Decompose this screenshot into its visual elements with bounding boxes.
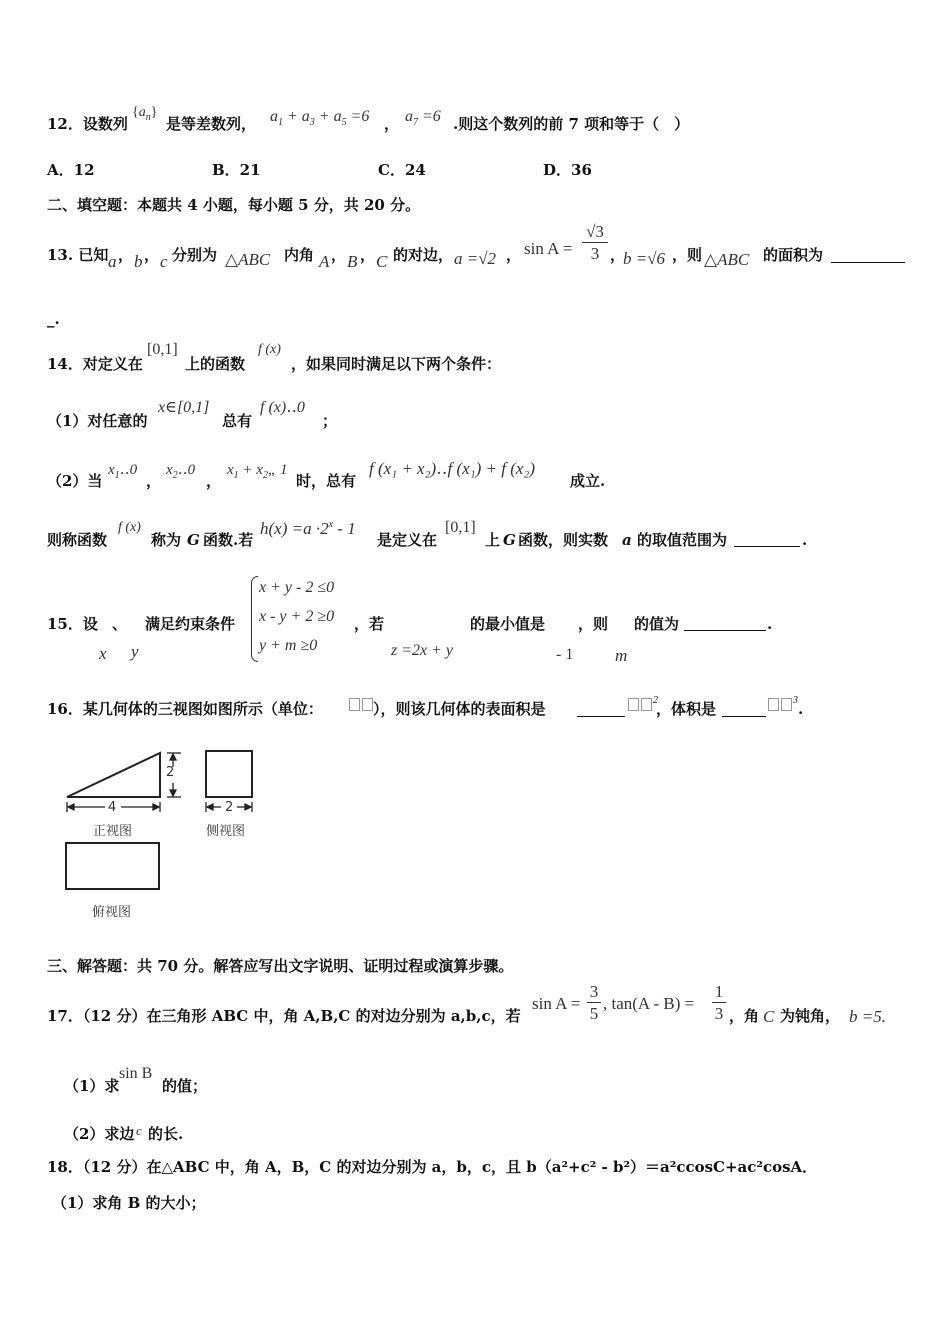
q14-final-text: 函数，则实数 xyxy=(518,531,609,549)
q13-continuation: _. xyxy=(47,310,60,328)
q17-part1-text: 的值； xyxy=(162,1077,208,1095)
q16-text: ），则该几何体的表面积是 xyxy=(373,700,546,718)
q12-comma: ， xyxy=(384,115,400,133)
q16-area-unit: 2 xyxy=(627,694,658,713)
q17-part2-label: （2）求边 xyxy=(64,1125,135,1143)
dim-height-label: 2 xyxy=(166,765,175,780)
q16-volume-blank[interactable] xyxy=(722,716,766,717)
side-view-label: 侧视图 xyxy=(206,824,246,839)
top-view-label: 俯视图 xyxy=(92,905,132,920)
q14-final-a: a xyxy=(622,531,632,549)
q14-text: 上的函数 xyxy=(185,355,246,373)
top-view xyxy=(66,843,159,889)
q15-constraint-1: x + y - 2 ≤0 xyxy=(259,579,335,596)
q16-area-blank[interactable] xyxy=(577,716,625,717)
q14-final-text: . xyxy=(802,531,808,549)
q15-constraint-2: x - y + 2 ≥0 xyxy=(259,608,335,625)
q14-text: ，如果同时满足以下两个条件： xyxy=(291,355,502,373)
q15-sep: 、 xyxy=(112,615,128,633)
q13-text: 的面积为 xyxy=(763,246,824,264)
q18-text: 18．（12 分）在△ABC 中，角 A，B，C 的对边分别为 a，b，c，且 b（a²+c² - b²）＝a²ccosC+ac²cosA． xyxy=(47,1158,818,1176)
dim-width-label: 4 xyxy=(108,800,117,815)
q13-number: 13. 已知 xyxy=(47,246,109,264)
q14-interval: [0,1] xyxy=(147,341,178,358)
q13-b-value: b =√6 xyxy=(623,249,666,268)
q17-part1-label: （1）求 xyxy=(64,1077,120,1095)
section-2-heading: 二、填空题：本题共 4 小题，每小题 5 分，共 20 分。 xyxy=(47,196,421,214)
q15-var-m: m xyxy=(615,646,628,665)
q12-option-b: B．21 xyxy=(212,161,261,179)
q12-condition-1: $a_1 + a_3 + a_5 =6$ xyxy=(270,108,370,128)
q14-answer-blank[interactable] xyxy=(734,546,800,547)
section-3-heading: 三、解答题：共 70 分。解答应写出文字说明、证明过程或演算步骤。 xyxy=(47,957,514,975)
q14-cond2-sum: $x_1$ + $x_2„$ 1 xyxy=(227,462,288,481)
q13-triangle: △ABC xyxy=(225,250,271,269)
q17-fraction-1: 3 5 xyxy=(587,983,601,1022)
q16-text: . xyxy=(798,700,804,718)
q15-text: 的最小值是 xyxy=(470,615,546,633)
q13-var-a: a xyxy=(108,252,117,271)
q17-var-c: c xyxy=(136,1123,142,1138)
q14-sep: ， xyxy=(206,472,222,490)
q13-text: ，则 xyxy=(672,246,703,264)
q15-var-y: y xyxy=(131,642,139,661)
q17-tan: , tan(A - B) = xyxy=(603,994,695,1013)
q14-final-text: 函数.若 xyxy=(203,531,254,549)
q14-cond1-domain: x∈[0,1] xyxy=(158,399,210,416)
q15-text: ，若 xyxy=(354,615,385,633)
front-view-label: 正视图 xyxy=(93,824,133,839)
q13-sep: ， xyxy=(118,246,134,264)
q15-objective: z =2x + y xyxy=(391,642,454,659)
q15-constraint-3: y + m ≥0 xyxy=(259,637,318,654)
q14-fx: f (x) xyxy=(258,342,281,357)
q13-angle-b: B xyxy=(347,252,358,271)
q13-var-c: c xyxy=(160,252,168,271)
q17-fraction-2: 1 3 xyxy=(712,983,726,1022)
q13-sep: ， xyxy=(506,246,522,264)
q15-number: 15．设 xyxy=(47,615,98,633)
q14-cond1-ineq: f (x)‥0 xyxy=(260,399,305,416)
q13-triangle: △ABC xyxy=(704,250,750,269)
q17-sinA: sin A = xyxy=(532,994,581,1013)
q17-part2-text: 的长. xyxy=(148,1125,184,1143)
q17-angle-c: C xyxy=(763,1007,775,1026)
q13-angle-a: A xyxy=(319,252,330,271)
front-view-triangle xyxy=(67,753,160,797)
q17-b-value: b =5. xyxy=(849,1007,886,1026)
q15-answer-blank[interactable] xyxy=(684,630,766,631)
q14-cond2-ineq: f (x₁ + x₂)‥f (x₁) + f (x₂) xyxy=(369,459,535,478)
front-view xyxy=(67,753,160,797)
q13-answer-blank[interactable] xyxy=(831,262,905,263)
q14-final-text: 称为 xyxy=(151,531,182,549)
q15-text: 满足约束条件 xyxy=(145,615,236,633)
q13-fraction: √3 3 xyxy=(582,223,608,262)
q14-cond2-label: （2）当 xyxy=(47,472,103,490)
q17-text: 为钝角， xyxy=(780,1007,841,1025)
side-view xyxy=(206,751,252,797)
q15-text: . xyxy=(767,615,773,633)
q14-final-fx: f (x) xyxy=(118,520,141,535)
q14-text: 时，总有 xyxy=(296,472,357,490)
q13-text: 内角 xyxy=(284,246,315,264)
q12-number: 12．设数列 xyxy=(47,115,128,133)
q14-final-text: 的取值范围为 xyxy=(637,531,728,549)
q14-text: 成立. xyxy=(570,472,606,490)
q14-final-h: $h(x) =a \cdot 2^x - 1$ xyxy=(260,519,356,538)
q14-cond1-label: （1）对任意的 xyxy=(47,412,148,430)
q13-var-b: b xyxy=(134,252,143,271)
q15-text: 的值为 xyxy=(634,615,680,633)
q12-sequence: $\{a_n\}$ xyxy=(132,105,158,123)
top-view-rect xyxy=(66,843,159,889)
q12-option-c: C．24 xyxy=(378,161,426,179)
q13-sinA: sin A = xyxy=(524,239,573,258)
q15-var-x: x xyxy=(99,644,107,663)
q12-condition-2: $a_7 =6$ xyxy=(405,108,441,128)
q16-volume-unit: 3 xyxy=(767,694,798,713)
q13-text: 的对边， xyxy=(393,246,454,264)
q13-sep: ， xyxy=(144,246,160,264)
q14-text: ； xyxy=(322,412,338,430)
q14-final-interval: [0,1] xyxy=(445,519,476,536)
q12-option-a: A．12 xyxy=(47,161,95,179)
q14-final-text: 则称函数 xyxy=(47,531,108,549)
q14-cond2-x1: $x_1‥0$ xyxy=(108,462,138,481)
q13-text: 分别为 xyxy=(172,246,218,264)
q14-text: 总有 xyxy=(222,412,253,430)
q14-final-text: 是定义在 xyxy=(377,531,438,549)
q12-option-d: D．36 xyxy=(543,161,592,179)
q18-part1: （1）求角 B 的大小； xyxy=(52,1194,206,1212)
q16-text: ，体积是 xyxy=(656,700,717,718)
q14-number: 14．对定义在 xyxy=(47,355,143,373)
q16-text: 16．某几何体的三视图如图所示（单位： xyxy=(47,700,323,718)
q14-sep: ， xyxy=(146,472,162,490)
q12-text-2: .则这个数列的前 7 项和等于（ ） xyxy=(453,115,690,133)
side-view-square xyxy=(206,751,252,797)
q13-angle-c: C xyxy=(376,252,388,271)
q17-text: ，角 xyxy=(729,1007,760,1025)
q14-cond2-x2: $x_2‥0$ xyxy=(166,462,196,481)
q12-text-1: 是等差数列， xyxy=(166,115,257,133)
q14-final-text: 上 xyxy=(485,531,501,549)
q13-sep: ， xyxy=(331,246,347,264)
q17-text: 17．（12 分）在三角形 ABC 中，角 A,B,C 的对边分别为 a,b,c，若 xyxy=(47,1007,521,1025)
q15-system-brace xyxy=(251,576,258,662)
q17-sinB: sin B xyxy=(119,1065,153,1082)
dim-side-label: 2 xyxy=(225,800,234,815)
q14-final-g: G xyxy=(187,531,200,549)
q14-final-g: G xyxy=(503,531,516,549)
q13-sep: ， xyxy=(360,246,376,264)
q13-a-value: a =√2 xyxy=(454,249,497,268)
q15-min-value: - 1 xyxy=(556,646,574,663)
q16-unit-placeholder xyxy=(348,694,374,713)
q13-sep: ， xyxy=(610,246,626,264)
q15-text: ，则 xyxy=(578,615,609,633)
